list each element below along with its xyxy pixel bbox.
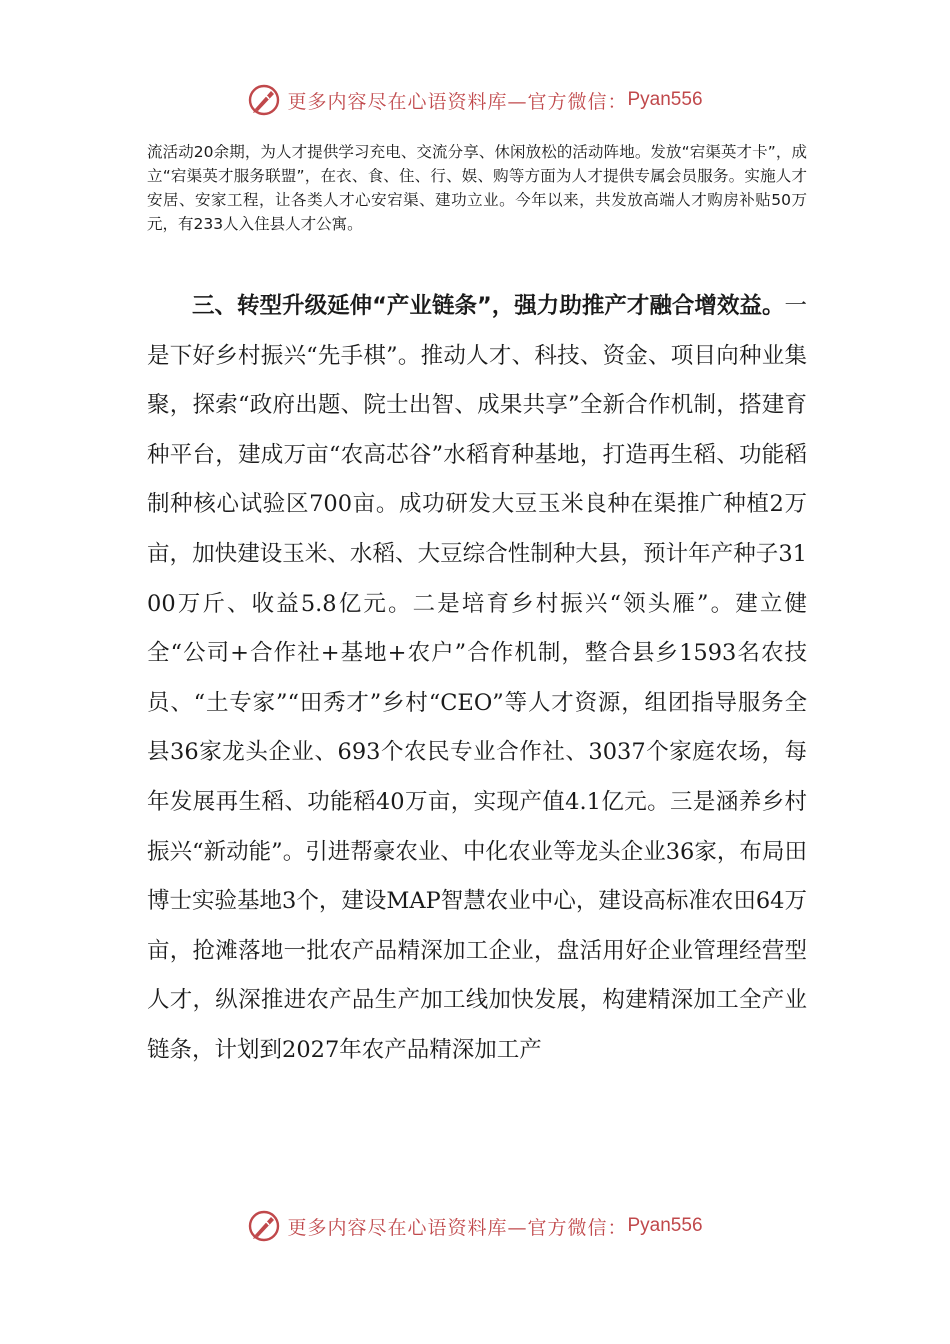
watermark-wechat-id: Pyan556	[627, 89, 703, 110]
header-watermark	[0, 80, 950, 120]
watermark-wechat-id: Pyan556	[627, 1215, 703, 1236]
pen-logo-icon	[247, 1209, 281, 1243]
footer-watermark	[0, 1206, 950, 1246]
section-heading-end: 效益。	[716, 293, 785, 319]
pen-logo-icon	[247, 83, 281, 117]
section-heading: 三、转型升级延伸“产业链条”，强力助推产才融合增	[192, 293, 717, 319]
watermark-text: 更多内容尽在心语资料库—官方微信：	[287, 1216, 628, 1239]
section-paragraph	[147, 282, 807, 1076]
section-body: 一是下好乡村振兴“先手棋”。推动人才、科技、资金、项目向种业集聚，探索“政府出题、院士出智、成果共享”全新合作机制，搭建育种平台，建成万亩“农高芯谷”水稻育种基地，打造再生稻、功能稻制种核心试验区700亩。成功研发大豆玉米良种在渠推广种植2万亩，加快建设玉米、水稻、大豆综合性制种大县，预计年产种子3100万斤、收益5.8亿元。二是培育乡村振兴“领头雁”。建立健全“公司+合作社+基地+农户”合作机制，整合县乡1593名农技员、“土专家”“田秀才”乡村“CEO”等人才资源，组团指导服务全县36家龙头企业、693个农民专业合作社、3037个家庭农场，每年发展再生稻、功能稻40万亩，实现产值4.1亿元。三是涵养乡村振兴“新动能”。引进帮豪农业、中化农业等龙头企业36家，布局田博士实验基地3个，建设MAP智慧农业中心，建设高标准农田64万亩，抢滩落地一批农产品精深加工企业，盘活用好企业管理经营型人才，纵深推进农产品生产加工线加快发展，构建精深加工全产业链条，计划到2027年农产品精深加工产	[147, 293, 807, 1063]
continuation-paragraph: 流活动20余期，为人才提供学习充电、交流分享、休闲放松的活动阵地。发放“宕渠英才卡”，成立“宕渠英才服务联盟”，在衣、食、住、行、娱、购等方面为人才提供专属会员服务。实施人才安居、安家工程，让各类人才心安宕渠、建功立业。今年以来，共发放高端人才购房补贴50万元，有233人入住县人才公寓。	[147, 143, 807, 233]
watermark-text: 更多内容尽在心语资料库—官方微信：	[287, 90, 628, 113]
